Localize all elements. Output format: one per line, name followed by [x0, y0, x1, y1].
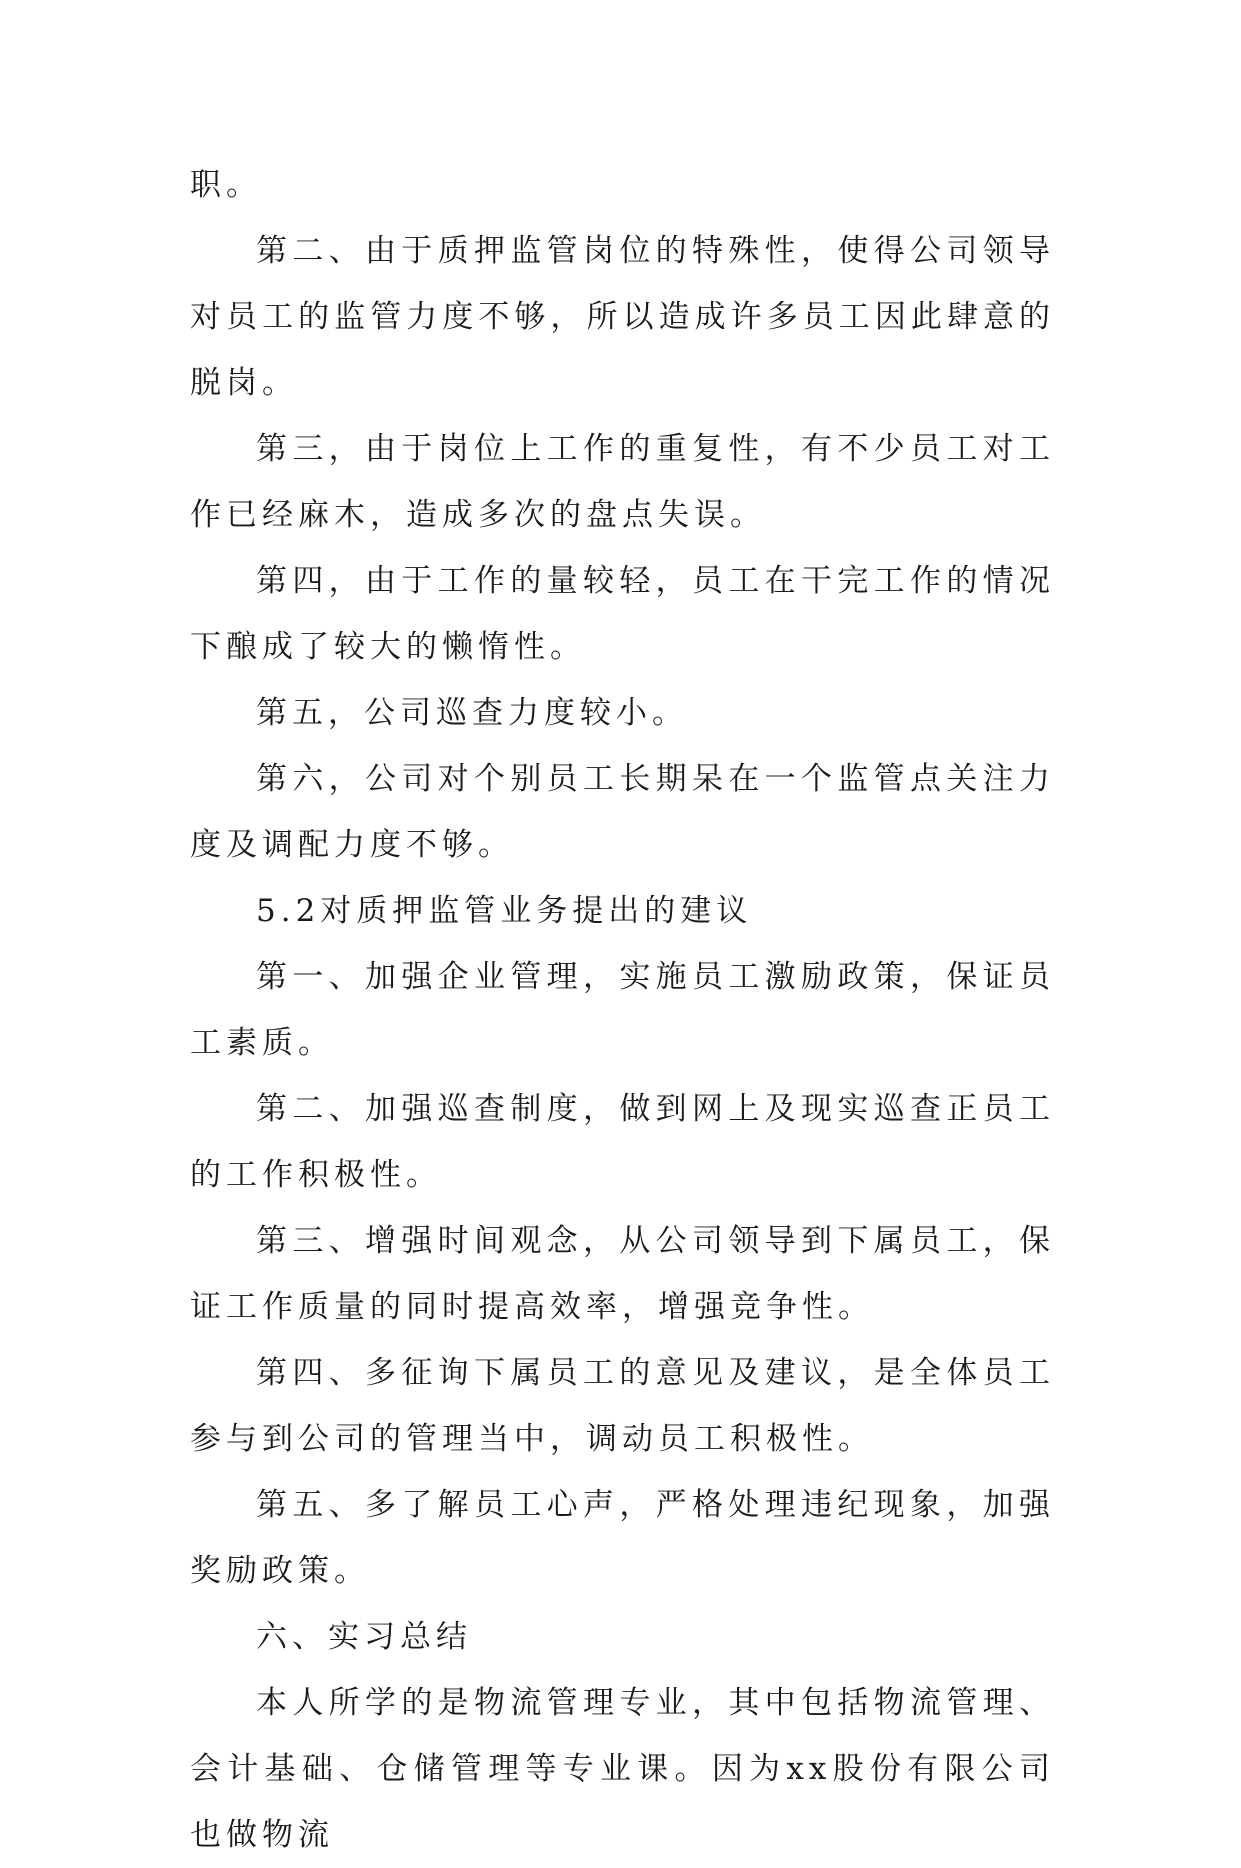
paragraph: 第三、增强时间观念，从公司领导到下属员工，保证工作质量的同时提高效率，增强竞争性。	[190, 1223, 1055, 1325]
paragraph: 第一、加强企业管理，实施员工激励政策，保证员工素质。	[190, 959, 1055, 1061]
paragraph: 第二、由于质押监管岗位的特殊性，使得公司领导对员工的监管力度不够，所以造成许多员工因此肆意的脱岗。	[190, 233, 1055, 401]
paragraph: 第三，由于岗位上工作的重复性，有不少员工对工作已经麻木，造成多次的盘点失误。	[190, 431, 1055, 533]
paragraph: 第四、多征询下属员工的意见及建议，是全体员工参与到公司的管理当中，调动员工积极性。	[190, 1355, 1055, 1457]
paragraph: 第六，公司对个别员工长期呆在一个监管点关注力度及调配力度不够。	[190, 761, 1055, 863]
paragraph: 第五、多了解员工心声，严格处理违纪现象，加强奖励政策。	[190, 1487, 1055, 1589]
paragraph: 第二、加强巡查制度，做到网上及现实巡查正员工的工作积极性。	[190, 1091, 1055, 1193]
section-heading: 5.2对质押监管业务提出的建议	[256, 893, 753, 929]
section-heading: 六、实习总结	[256, 1619, 472, 1655]
paragraph: 第四，由于工作的量较轻，员工在干完工作的情况下酿成了较大的懒惰性。	[190, 563, 1055, 665]
paragraph: 职。	[190, 167, 262, 203]
paragraph: 第五，公司巡查力度较小。	[256, 695, 688, 731]
document-body	[190, 152, 1055, 1868]
paragraph: 本人所学的是物流管理专业，其中包括物流管理、会计基础、仓储管理等专业课。因为xx股份有限公司也做物流	[190, 1685, 1055, 1853]
